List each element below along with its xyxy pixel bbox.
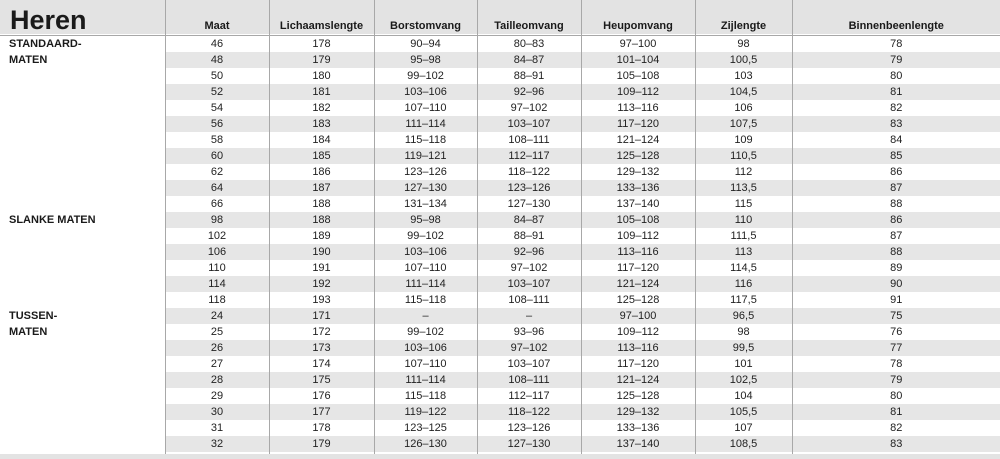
table-header-row <box>0 0 1000 36</box>
table-cell: 106 <box>165 244 269 260</box>
table-row <box>0 276 1000 292</box>
table-cell: 125–128 <box>581 388 695 404</box>
row-group-label <box>0 436 165 452</box>
table-cell: 102,5 <box>695 372 792 388</box>
table-cell: 103–106 <box>374 244 477 260</box>
table-cell: 105–108 <box>581 212 695 228</box>
table-cell: 103–107 <box>477 356 581 372</box>
row-group-label: MATEN <box>9 326 48 338</box>
table-row <box>0 116 1000 132</box>
table-cell: 187 <box>269 180 374 196</box>
table-cell: – <box>477 308 581 324</box>
table-row <box>0 52 1000 68</box>
row-group-label: MATEN <box>9 54 48 66</box>
row-group-label <box>0 132 165 148</box>
table-row <box>0 340 1000 356</box>
table-cell: 58 <box>165 132 269 148</box>
table-cell: 108,5 <box>695 436 792 452</box>
table-cell: 83 <box>792 436 1000 452</box>
header-cell-lichaamslengte: Lichaamslengte <box>269 0 374 36</box>
row-group-label <box>0 68 165 84</box>
row-group-label <box>0 372 165 388</box>
row-group-label <box>0 196 165 212</box>
table-cell: 104 <box>695 388 792 404</box>
table-cell: 98 <box>695 324 792 340</box>
table-cell: 174 <box>269 356 374 372</box>
table-cell: 119–122 <box>374 404 477 420</box>
row-group-label <box>0 116 165 132</box>
table-cell: 86 <box>792 164 1000 180</box>
header-cell-binnenbeenlengte: Binnenbeenlengte <box>792 0 1000 36</box>
table-cell: 115 <box>695 196 792 212</box>
table-cell: 107 <box>695 420 792 436</box>
table-cell: 81 <box>792 404 1000 420</box>
table-cell: 127–130 <box>477 436 581 452</box>
table-cell: 60 <box>165 148 269 164</box>
row-group-label <box>0 356 165 372</box>
table-cell: 104,5 <box>695 84 792 100</box>
table-cell: 48 <box>165 52 269 68</box>
table-cell: 50 <box>165 68 269 84</box>
table-row <box>0 356 1000 372</box>
table-cell: 133–136 <box>581 420 695 436</box>
table-cell: 97–102 <box>477 260 581 276</box>
table-row <box>0 132 1000 148</box>
table-cell: 116 <box>695 276 792 292</box>
header-cell-tailleomvang: Tailleomvang <box>477 0 581 36</box>
table-cell: 118–122 <box>477 404 581 420</box>
table-cell: 82 <box>792 100 1000 116</box>
table-cell: 178 <box>269 36 374 53</box>
table-row <box>0 212 1000 228</box>
table-cell: 114 <box>165 276 269 292</box>
table-cell: 109–112 <box>581 84 695 100</box>
table-row <box>0 68 1000 84</box>
table-row <box>0 292 1000 308</box>
table-cell: 84 <box>792 132 1000 148</box>
table-cell: 110,5 <box>695 148 792 164</box>
table-cell: 28 <box>165 372 269 388</box>
table-cell: 88–91 <box>477 68 581 84</box>
table-cell: 123–126 <box>477 180 581 196</box>
table-cell: 110 <box>165 260 269 276</box>
table-row <box>0 180 1000 196</box>
table-row <box>0 196 1000 212</box>
table-cell: 87 <box>792 180 1000 196</box>
table-cell: 54 <box>165 100 269 116</box>
table-cell: 87 <box>792 228 1000 244</box>
table-cell: 109 <box>695 132 792 148</box>
table-cell: 126–130 <box>374 436 477 452</box>
row-group-label <box>0 228 165 244</box>
row-group-label <box>0 180 165 196</box>
table-cell: 100,5 <box>695 52 792 68</box>
table-cell: 105,5 <box>695 404 792 420</box>
table-cell: 137–140 <box>581 436 695 452</box>
table-cell: 173 <box>269 340 374 356</box>
table-cell: 113 <box>695 244 792 260</box>
table-cell: 80 <box>792 68 1000 84</box>
table-cell: 111–114 <box>374 276 477 292</box>
table-cell: 123–125 <box>374 420 477 436</box>
table-cell: 75 <box>792 308 1000 324</box>
table-cell: 91 <box>792 292 1000 308</box>
table-cell: 79 <box>792 372 1000 388</box>
table-cell: 25 <box>165 324 269 340</box>
row-group-label <box>0 420 165 436</box>
table-row <box>0 148 1000 164</box>
table-cell: 90–94 <box>374 36 477 53</box>
table-cell: 118 <box>165 292 269 308</box>
table-row <box>0 228 1000 244</box>
table-cell: 129–132 <box>581 164 695 180</box>
table-cell: 64 <box>165 180 269 196</box>
table-cell: 76 <box>792 324 1000 340</box>
table-cell: 62 <box>165 164 269 180</box>
table-cell: 182 <box>269 100 374 116</box>
table-cell: 137–140 <box>581 196 695 212</box>
row-group-label: TUSSEN- <box>9 310 58 322</box>
table-cell: 121–124 <box>581 132 695 148</box>
table-cell: 108–111 <box>477 292 581 308</box>
table-cell: 112–117 <box>477 148 581 164</box>
table-cell: 186 <box>269 164 374 180</box>
table-cell: 96,5 <box>695 308 792 324</box>
table-cell: 101 <box>695 356 792 372</box>
table-cell: 119–121 <box>374 148 477 164</box>
table-cell: 103–106 <box>374 340 477 356</box>
table-cell: 127–130 <box>374 180 477 196</box>
row-group-label <box>0 404 165 420</box>
table-cell: 111–114 <box>374 116 477 132</box>
table-cell: 129–132 <box>581 404 695 420</box>
table-cell: 90 <box>792 276 1000 292</box>
table-cell: 109–112 <box>581 228 695 244</box>
table-cell: 78 <box>792 356 1000 372</box>
table-cell: 179 <box>269 52 374 68</box>
table-cell: 177 <box>269 404 374 420</box>
table-cell: 81 <box>792 84 1000 100</box>
table-cell: 99,5 <box>695 340 792 356</box>
table-cell: 79 <box>792 52 1000 68</box>
table-cell: 27 <box>165 356 269 372</box>
table-cell: 111,5 <box>695 228 792 244</box>
table-cell: 88–91 <box>477 228 581 244</box>
table-cell: 103–107 <box>477 276 581 292</box>
table-cell: 125–128 <box>581 292 695 308</box>
table-cell: 113–116 <box>581 244 695 260</box>
table-cell: 102 <box>165 228 269 244</box>
table-row <box>0 420 1000 436</box>
table-cell: 172 <box>269 324 374 340</box>
row-group-label <box>0 260 165 276</box>
table-cell: 188 <box>269 212 374 228</box>
table-row <box>0 308 1000 324</box>
table-cell: 106 <box>695 100 792 116</box>
table-cell: 92–96 <box>477 244 581 260</box>
table-cell: 52 <box>165 84 269 100</box>
table-cell: 107–110 <box>374 260 477 276</box>
table-cell: 29 <box>165 388 269 404</box>
table-cell: 181 <box>269 84 374 100</box>
row-group-label <box>0 148 165 164</box>
table-cell: 30 <box>165 404 269 420</box>
table-cell: 97–102 <box>477 340 581 356</box>
header-cell-zijlengte: Zijlengte <box>695 0 792 36</box>
table-cell: 32 <box>165 436 269 452</box>
table-row <box>0 372 1000 388</box>
table-cell: 95–98 <box>374 212 477 228</box>
table-cell: 117–120 <box>581 116 695 132</box>
table-cell: 66 <box>165 196 269 212</box>
table-cell: 103–106 <box>374 84 477 100</box>
table-cell: 31 <box>165 420 269 436</box>
row-group-label <box>0 340 165 356</box>
table-cell: 117,5 <box>695 292 792 308</box>
table-cell: 92–96 <box>477 84 581 100</box>
table-row <box>0 388 1000 404</box>
table-cell: 103 <box>695 68 792 84</box>
table-cell: 115–118 <box>374 292 477 308</box>
table-row <box>0 100 1000 116</box>
table-cell: 171 <box>269 308 374 324</box>
table-cell: 108–111 <box>477 372 581 388</box>
table-cell: 123–126 <box>477 420 581 436</box>
table-cell: 193 <box>269 292 374 308</box>
table-cell: 89 <box>792 260 1000 276</box>
table-cell: 82 <box>792 420 1000 436</box>
table-cell: 107–110 <box>374 356 477 372</box>
table-cell: 109–112 <box>581 324 695 340</box>
table-cell: 107,5 <box>695 116 792 132</box>
row-group-label: SLANKE MATEN <box>9 214 96 226</box>
table-cell: 113–116 <box>581 100 695 116</box>
table-cell: 97–102 <box>477 100 581 116</box>
table-cell: 86 <box>792 212 1000 228</box>
footer-band <box>0 454 1000 459</box>
row-group-label <box>0 292 165 308</box>
header-cell-borstomvang: Borstomvang <box>374 0 477 36</box>
table-cell: 117–120 <box>581 260 695 276</box>
table-cell: 113,5 <box>695 180 792 196</box>
table-row <box>0 164 1000 180</box>
table-cell: 190 <box>269 244 374 260</box>
table-cell: 176 <box>269 388 374 404</box>
table-row <box>0 404 1000 420</box>
table-cell: 107–110 <box>374 100 477 116</box>
header-cell-heupomvang: Heupomvang <box>581 0 695 36</box>
table-cell: 115–118 <box>374 388 477 404</box>
table-body <box>0 36 1000 459</box>
table-cell: 78 <box>792 36 1000 53</box>
table-cell: 88 <box>792 244 1000 260</box>
table-cell: 46 <box>165 36 269 53</box>
table-cell: 99–102 <box>374 324 477 340</box>
row-group-label <box>0 276 165 292</box>
table-cell: 97–100 <box>581 308 695 324</box>
table-cell: 110 <box>695 212 792 228</box>
table-cell: 180 <box>269 68 374 84</box>
table-cell: 97–100 <box>581 36 695 53</box>
table-cell: 98 <box>695 36 792 53</box>
table-cell: 84–87 <box>477 212 581 228</box>
table-cell: 112 <box>695 164 792 180</box>
page-title: Heren <box>10 5 87 35</box>
table-cell: 105–108 <box>581 68 695 84</box>
table-cell: 113–116 <box>581 340 695 356</box>
table-cell: 98 <box>165 212 269 228</box>
table-row <box>0 436 1000 452</box>
table-cell: 178 <box>269 420 374 436</box>
table-cell: 24 <box>165 308 269 324</box>
table-cell: 99–102 <box>374 68 477 84</box>
table-cell: 103–107 <box>477 116 581 132</box>
table-row <box>0 36 1000 53</box>
table-cell: 88 <box>792 196 1000 212</box>
table-cell: 183 <box>269 116 374 132</box>
row-group-label <box>0 164 165 180</box>
table-cell: 188 <box>269 196 374 212</box>
table-cell: 179 <box>269 436 374 452</box>
table-cell: 101–104 <box>581 52 695 68</box>
table-cell: 112–117 <box>477 388 581 404</box>
table-cell: 114,5 <box>695 260 792 276</box>
table-cell: 121–124 <box>581 276 695 292</box>
table-cell: 77 <box>792 340 1000 356</box>
row-group-label <box>0 244 165 260</box>
table-row <box>0 260 1000 276</box>
table-row <box>0 324 1000 340</box>
table-cell: 93–96 <box>477 324 581 340</box>
table-cell: 95–98 <box>374 52 477 68</box>
table-cell: 125–128 <box>581 148 695 164</box>
row-group-label <box>0 100 165 116</box>
table-cell: 175 <box>269 372 374 388</box>
table-cell: 108–111 <box>477 132 581 148</box>
row-group-label <box>0 388 165 404</box>
table-cell: 133–136 <box>581 180 695 196</box>
table-cell: 83 <box>792 116 1000 132</box>
row-group-label <box>0 84 165 100</box>
table-row <box>0 244 1000 260</box>
table-cell: 185 <box>269 148 374 164</box>
table-cell: 56 <box>165 116 269 132</box>
table-cell: 111–114 <box>374 372 477 388</box>
table-cell: 191 <box>269 260 374 276</box>
row-group-label: STANDAARD- <box>0 36 165 53</box>
table-row <box>0 84 1000 100</box>
table-cell: 131–134 <box>374 196 477 212</box>
table-cell: 189 <box>269 228 374 244</box>
table-cell: 118–122 <box>477 164 581 180</box>
header-cell-maat: Maat <box>165 0 269 36</box>
table-cell: 121–124 <box>581 372 695 388</box>
table-cell: 115–118 <box>374 132 477 148</box>
table-cell: 127–130 <box>477 196 581 212</box>
table-cell: 85 <box>792 148 1000 164</box>
table-cell: 117–120 <box>581 356 695 372</box>
table-cell: 80 <box>792 388 1000 404</box>
table-cell: 192 <box>269 276 374 292</box>
table-cell: 123–126 <box>374 164 477 180</box>
table-cell: – <box>374 308 477 324</box>
table-cell: 99–102 <box>374 228 477 244</box>
table-cell: 80–83 <box>477 36 581 53</box>
table-cell: 26 <box>165 340 269 356</box>
table-cell: 84–87 <box>477 52 581 68</box>
table-cell: 184 <box>269 132 374 148</box>
